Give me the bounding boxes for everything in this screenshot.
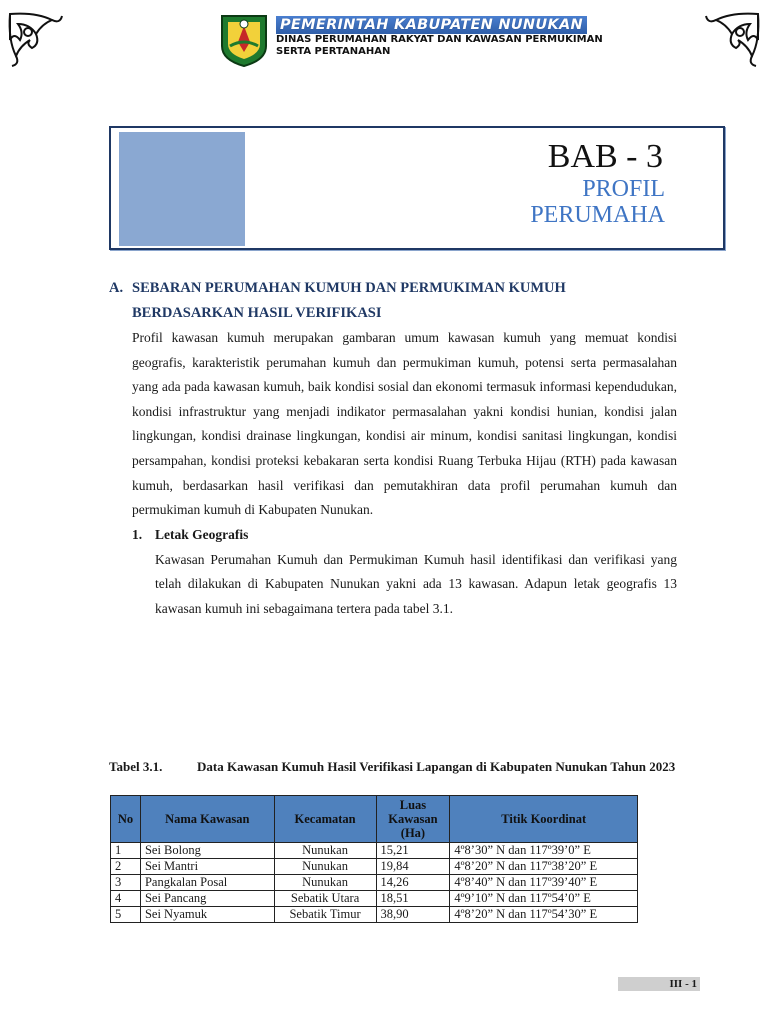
- corner-ornament-left-icon: [6, 10, 68, 72]
- table-cell: 14,26: [376, 875, 450, 891]
- kawasan-kumuh-table: [110, 795, 638, 923]
- table-row: [111, 875, 638, 891]
- section-paragraph: Profil kawasan kumuh merupakan gambaran umum kawasan kumuh yang memuat kondisi geografis, karakteristik perumahan kumuh dan permukiman kumuh, potensi serta permasalahan yang ada pada kawasan kumuh, baik kondisi sosial dan ekonomi termasuk informasi kependudukan, kondisi infrastruktur yang menjadi indikator permasalahan yakni kondisi hunian, kondisi jalan lingkungan, kondisi drainase lingkungan, kondisi air minum, kondisi sanitasi lingkungan, kondisi persampahan, kondisi proteksi kebakaran serta kondisi Ruang Terbuka Hijau (RTH) pada kawasan kumuh, berdasarkan hasil verifikasi dan pemutakhiran data profil perumahan kumuh dan permukiman kumuh di Kabupaten Nunukan.: [132, 330, 677, 518]
- subsection-paragraph: Kawasan Perumahan Kumuh dan Permukiman Kumuh hasil identifikasi dan verifikasi yang telah dilakukan di Kabupaten Nunukan yakni ada 13 kawasan. Adapun letak geografis 13 kawasan kumuh ini sebagaimana tertera pada tabel 3.1.: [155, 551, 677, 616]
- table-header-cell: Luas Kawasan (Ha): [376, 796, 450, 843]
- table-cell: Nunukan: [274, 859, 376, 875]
- table-cell: 4º8’40” N dan 117º39’40” E: [450, 875, 638, 891]
- table-cell: 4º9’10” N dan 117º54’0” E: [450, 891, 638, 907]
- corner-ornament-right-icon: [700, 10, 762, 72]
- table-caption-label: Tabel 3.1.: [109, 759, 163, 774]
- table-header-cell: Nama Kawasan: [140, 796, 274, 843]
- chapter-title-line-1: PROFIL: [582, 176, 665, 202]
- table-row: [111, 907, 638, 923]
- table-header-cell: No: [111, 796, 141, 843]
- table-cell: Sebatik Timur: [274, 907, 376, 923]
- table-cell: Sei Mantri: [140, 859, 274, 875]
- chapter-decor-square: [119, 132, 245, 246]
- subsection-number: 1.: [132, 526, 143, 542]
- table-cell: 5: [111, 907, 141, 923]
- table-cell: 4º8’20” N dan 117º54’30” E: [450, 907, 638, 923]
- table-cell: 4º8’20” N dan 117º38’20” E: [450, 859, 638, 875]
- regency-emblem-icon: [218, 12, 270, 68]
- section-letter: A.: [109, 280, 124, 296]
- table-row: [111, 859, 638, 875]
- section-heading-row-2: [109, 301, 677, 326]
- table-caption: [109, 759, 684, 775]
- table-row: [111, 843, 638, 859]
- table-header-cell: Kecamatan: [274, 796, 376, 843]
- table-cell: Nunukan: [274, 875, 376, 891]
- letterhead: [218, 12, 603, 68]
- table-cell: 15,21: [376, 843, 450, 859]
- chapter-number: BAB - 3: [547, 138, 663, 175]
- table-cell: 4º8’30” N dan 117º39’0” E: [450, 843, 638, 859]
- section-heading: [109, 276, 677, 301]
- subsection-title: Letak Geografis: [155, 526, 249, 542]
- section-a: [109, 276, 677, 622]
- chapter-title-box: [109, 126, 725, 250]
- section-heading-line-1: SEBARAN PERUMAHAN KUMUH DAN PERMUKIMAN KUMUH: [132, 280, 566, 296]
- government-title: PEMERINTAH KABUPATEN NUNUKAN: [276, 16, 587, 34]
- table-cell: Sei Pancang: [140, 891, 274, 907]
- table-cell: 3: [111, 875, 141, 891]
- table-cell: 1: [111, 843, 141, 859]
- table-cell: Sei Nyamuk: [140, 907, 274, 923]
- table-cell: 38,90: [376, 907, 450, 923]
- chapter-title-line-2: PERUMAHA: [530, 202, 665, 228]
- subsection-heading: [132, 524, 677, 546]
- table-cell: Pangkalan Posal: [140, 875, 274, 891]
- agency-name-line-1: DINAS PERUMAHAN RAKYAT DAN KAWASAN PERMUKIMAN: [276, 34, 603, 45]
- table-cell: 19,84: [376, 859, 450, 875]
- table-header-cell: Titik Koordinat: [450, 796, 638, 843]
- table-cell: Nunukan: [274, 843, 376, 859]
- table-cell: Sei Bolong: [140, 843, 274, 859]
- page-number: III - 1: [618, 977, 700, 991]
- table-cell: 2: [111, 859, 141, 875]
- section-heading-line-2: BERDASARKAN HASIL VERIFIKASI: [132, 305, 382, 321]
- table-cell: Sebatik Utara: [274, 891, 376, 907]
- table-caption-text: Data Kawasan Kumuh Hasil Verifikasi Lapangan di Kabupaten Nunukan Tahun 2023: [197, 759, 676, 774]
- chapter-title: [530, 176, 665, 228]
- agency-name-line-2: SERTA PERTANAHAN: [276, 46, 391, 57]
- table-cell: 18,51: [376, 891, 450, 907]
- section-heading-indent: [109, 301, 132, 326]
- table-header-row: [111, 796, 638, 843]
- table-row: [111, 891, 638, 907]
- table-cell: 4: [111, 891, 141, 907]
